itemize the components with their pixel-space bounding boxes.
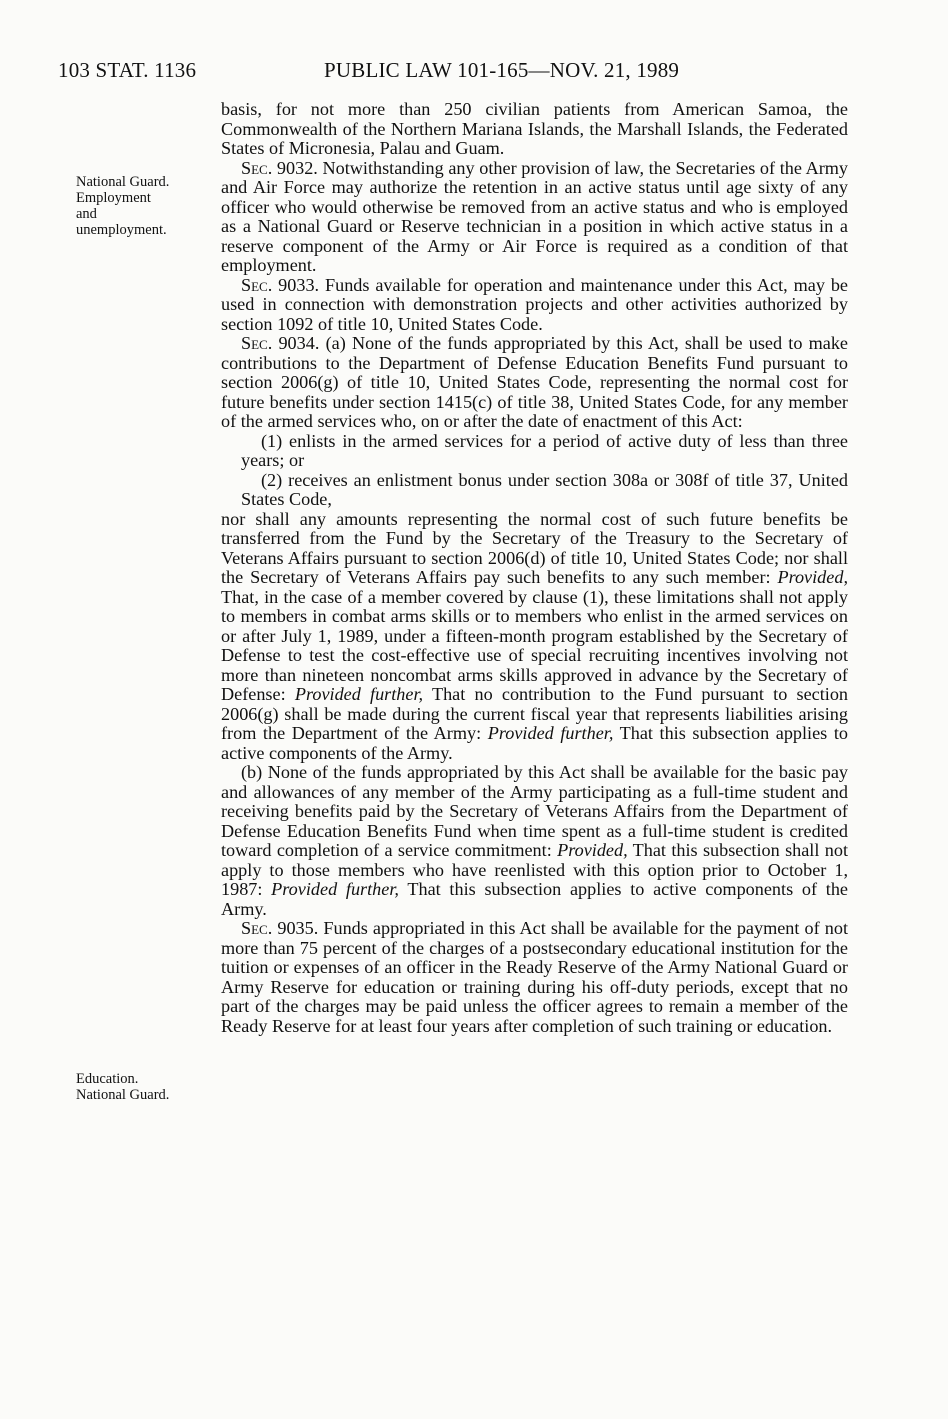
section-label: Sec. 9034. [241,333,320,353]
section-label: Sec. 9033. [241,274,320,295]
paragraph-continued: basis, for not more than 250 civilian patients from American Samoa, the Commonwealth of the Northern Mariana Islands, the Marshall Islands, the Federated States of Micronesia, Palau and Guam. [221,99,848,158]
margin-note-education-national-guard [76,1071,216,1103]
section-9033: Sec. 9033. Funds available for operation and maintenance under this Act, may be used in connection with demonstration projects and other activities authorized by section 1092 of title 10, United States Code. [221,274,848,334]
margin-note-line: National Guard. [76,174,170,190]
margin-note-line: unemployment. [76,222,167,238]
margin-note-line: Education. [76,1071,139,1087]
section-9032: Sec. 9032. Notwithstanding any other provision of law, the Secretaries of the Army and Air Force may authorize the retention in an active status until age sixty of any officer who would otherwise be removed from an active status and who is employed as a National Guard or Reserve technician in a position in which active status in a reserve component of the Army or Air Force is required as a condition of that employment. [221,157,848,275]
section-9035: Sec. 9035. Funds appropriated in this Act shall be available for the payment of not more than 75 percent of the charges of a postsecondary educational institution for the tuition or expenses of an officer in the Ready Reserve of the Army National Guard or Army Reserve for education or training during his off-duty periods, except that no part of the charges may be paid unless the officer agrees to remain a member of the Ready Reserve for at least four years after completion of such training or education. [221,918,848,1036]
margin-note-line: National Guard. [76,1087,170,1103]
section-9034: Sec. 9034. (a) None of the funds appropriated by this Act, shall be used to make contributions to the Department of Defense Education Benefits Fund pursuant to section 2006(g) of title 10, United States Code, representing the normal cost for future benefits under section 1415(c) of title 38, United States Code, for any member of the armed services who, on or after the date of enactment of this Act: [221,333,848,431]
margin-note-line: and [76,206,97,222]
margin-note-line: Employment [76,190,151,206]
law-title: PUBLIC LAW 101-165—NOV. 21, 1989 [324,58,680,82]
section-9034-continued: nor shall any amounts representing the normal cost of such future benefits be transferred from the Fund by the Secretary of the Treasury to the Secretary of Veterans Affairs pursuant to section 2006(d) of title 10, United States Code; nor shall the Secretary of Veterans Affairs pay such benefits to any such member: Provided, That, in the case of a member covered by clause (1), these limitations shall not apply to members in combat arms skills or to members who enlist in the armed services on or after July 1, 1989, under a fifteen-month program established by the Secretary of Defense to test the cost-effective use of special recruiting incentives involving not more than nineteen noncombat arms skills approved in advance by the Secretary of Defense: Provided further, That no contribution to the Fund pursuant to section 2006(g) shall be made during the current fiscal year that represents liabilities arising from the Department of the Army: Provided further, That this subsection applies to active components of the Army. [221,508,849,763]
section-label: Sec. 9032. [241,157,318,178]
stat-citation: 103 STAT. 1136 [58,58,197,82]
section-label: Sec. 9035. [241,918,319,938]
body-text [221,100,848,1036]
section-9034-b: (b) None of the funds appropriated by this Act shall be available for the basic pay and allowances of any member of the Army participating as a full-time student and receiving benefits paid by the Secretary of Veterans Affairs from the Department of Defense Education Benefits Fund when time spent as a full-time student is credited toward completion of a service commitment: Provided, That this subsection shall not apply to those members who have reenlisted with this option prior to October 1, 1987: Provided further, That this subsection applies to active components of the Army. [221,762,848,919]
margin-note-national-guard-employment [76,174,216,238]
clause-2: (2) receives an enlistment bonus under section 308a or 308f of title 37, United States Code, [241,469,848,509]
clause-1: (1) enlists in the armed services for a period of active duty of less than three years; or [241,430,848,470]
